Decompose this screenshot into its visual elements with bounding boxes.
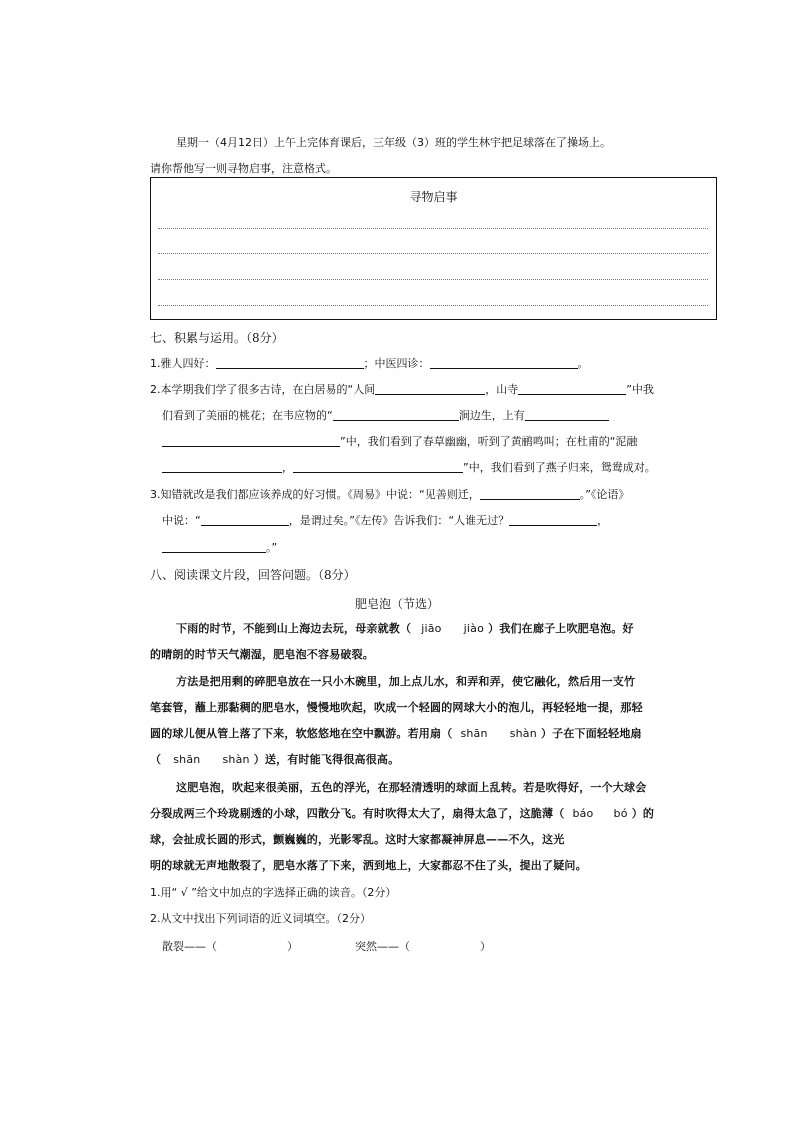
pinyin-option[interactable]: shān [173, 753, 201, 766]
answer-blank[interactable] [430, 357, 578, 369]
answer-blank[interactable] [162, 435, 340, 447]
answer-blank[interactable] [333, 409, 459, 421]
question-7-3-line-1 [0, 488, 794, 502]
passage-text: ）的 [631, 807, 655, 820]
q7-3-text-f: 。” [266, 541, 278, 554]
answer-blank[interactable] [518, 383, 626, 395]
q7-1-text-a: 1.雅人四好： [150, 357, 216, 370]
synonym-2-close: ） [480, 940, 491, 953]
question-7-2-line-3 [0, 435, 794, 449]
passage-p1-line-2: 的晴朗的时节天气潮湿，肥皂泡不容易破裂。 [150, 648, 374, 661]
passage-p2-line-4 [150, 753, 399, 767]
pinyin-option[interactable]: shàn [222, 753, 250, 766]
question-7-3-line-3 [0, 541, 794, 555]
answer-blank[interactable] [293, 461, 463, 473]
answer-blank[interactable] [525, 409, 609, 421]
passage-text: ）我们在廊子上吹肥皂泡。好 [488, 622, 634, 635]
question-7-1 [0, 357, 794, 371]
question-7-3-line-2 [0, 514, 794, 528]
writing-line[interactable] [158, 305, 708, 306]
q7-2-text-b: ，山寺 [485, 383, 519, 396]
passage-p3-line-3: 球，会扯成长圆的形式，颤巍巍的，光影零乱。这时大家都凝神屏息——不久，这光 [150, 833, 565, 846]
answer-blank[interactable] [375, 383, 485, 395]
passage-title: 肥皂泡（节选） [354, 597, 439, 611]
passage-p2-line-1: 方法是把用剩的碎肥皂放在一只小木碗里，加上点儿水，和弄和弄，使它融化，然后用一支竹 [176, 675, 636, 688]
pinyin-option[interactable]: jiào [463, 622, 485, 635]
answer-blank[interactable] [201, 514, 289, 526]
answer-blank[interactable] [162, 461, 282, 473]
pinyin-option[interactable]: shān [460, 727, 488, 740]
q7-2-text-f: ”中，我们看到了春草幽幽，听到了黄鹂鸣叫；在杜甫的“泥融 [340, 435, 638, 448]
task-prompt-line-1: 星期一（4月12日）上午上完体育课后，三年级（3）班的学生林宇把足球落在了操场上。 [176, 136, 611, 149]
answer-blank[interactable] [162, 541, 266, 553]
notice-box-title: 寻物启事 [409, 190, 458, 204]
q7-2-text-a: 2.本学期我们学了很多古诗，在白居易的“人间 [150, 383, 376, 396]
question-8-1: 1.用“ √ ”给文中加点的字选择正确的读音。（2分） [150, 886, 397, 899]
passage-p2-line-2: 笔套管，蘸上那黏稠的肥皂水，慢慢地吹起，吹成一个轻圆的网球大小的泡儿，再轻轻地一提，那轻 [150, 701, 643, 714]
q7-2-text-h: ”中，我们看到了燕子归来，鸳鸯成对。 [463, 461, 656, 474]
passage-text: （ [150, 753, 162, 766]
synonym-1-close: ） [287, 940, 298, 953]
question-8-2: 2.从文中找出下列词语的近义词填空。（2分） [150, 912, 371, 925]
synonym-2-label: 突然——（ [355, 940, 410, 953]
q7-3-text-e: ， [597, 514, 609, 527]
passage-p3-line-2 [150, 807, 654, 821]
q7-2-text-c: ”中我 [626, 383, 654, 396]
writing-line[interactable] [158, 228, 708, 229]
answer-blank[interactable] [480, 488, 580, 500]
passage-text: 分裂成两三个玲珑剔透的小球，四散分飞。有时吹得太大了，扇得太急了，这脆薄（ [150, 807, 565, 820]
answer-blank[interactable] [216, 357, 364, 369]
section-7-heading: 七、积累与运用。（8分） [150, 331, 284, 345]
q7-1-text-c: 。 [577, 357, 589, 370]
passage-text: ）子在下面轻轻地扇 [540, 727, 642, 740]
pinyin-option[interactable]: shàn [509, 727, 537, 740]
q7-3-text-b: 。”《论语》 [579, 488, 630, 501]
q7-2-text-g: ， [282, 461, 293, 474]
pinyin-option[interactable]: jiāo [421, 622, 442, 635]
q7-3-text-c: 中说：“ [162, 514, 201, 527]
passage-text: 圆的球儿便从管上落了下来，软悠悠地在空中飘游。若用扇（ [150, 727, 453, 740]
q7-1-text-b: ；中医四诊： [363, 357, 430, 370]
q7-2-text-d: 们看到了美丽的桃花；在韦应物的“ [162, 409, 333, 422]
pinyin-option[interactable]: bó [613, 807, 628, 820]
answer-blank[interactable] [509, 514, 597, 526]
passage-p1-line-1 [176, 622, 634, 636]
passage-p3-line-1: 这肥皂泡，吹起来很美丽，五色的浮光，在那轻清透明的球面上乱转。若是吹得好，一个大球会 [176, 781, 647, 794]
pinyin-option[interactable]: báo [572, 807, 594, 820]
writing-line[interactable] [158, 253, 708, 254]
synonym-1-label: 散裂——（ [162, 940, 217, 953]
passage-p3-line-4: 明的球就无声地散裂了，肥皂水落了下来，洒到地上，大家都忍不住了头，提出了疑问。 [150, 859, 587, 872]
question-7-2-line-4 [0, 461, 794, 475]
passage-text: 下雨的时节，不能到山上海边去玩，母亲就教（ [176, 622, 412, 635]
passage-text: ）送，有时能飞得很高很高。 [253, 753, 400, 766]
task-prompt-line-2: 请你帮他写一则寻物启事，注意格式。 [150, 162, 337, 175]
question-7-2-line-2 [0, 409, 794, 423]
section-8-heading: 八、阅读课文片段，回答问题。（8分） [150, 568, 356, 582]
lost-notice-writing-box [150, 177, 717, 320]
synonym-fill-row [0, 940, 794, 954]
writing-line[interactable] [158, 279, 708, 280]
passage-p2-line-3 [150, 727, 642, 741]
question-7-2-line-1 [0, 383, 794, 397]
q7-3-text-a: 3.知错就改是我们都应该养成的好习惯。《周易》中说：“见善则迁， [150, 488, 480, 501]
q7-2-text-e: 涧边生，上有 [458, 409, 525, 422]
q7-3-text-d: ，是谓过矣。”《左传》告诉我们：“人谁无过？ [288, 514, 510, 527]
